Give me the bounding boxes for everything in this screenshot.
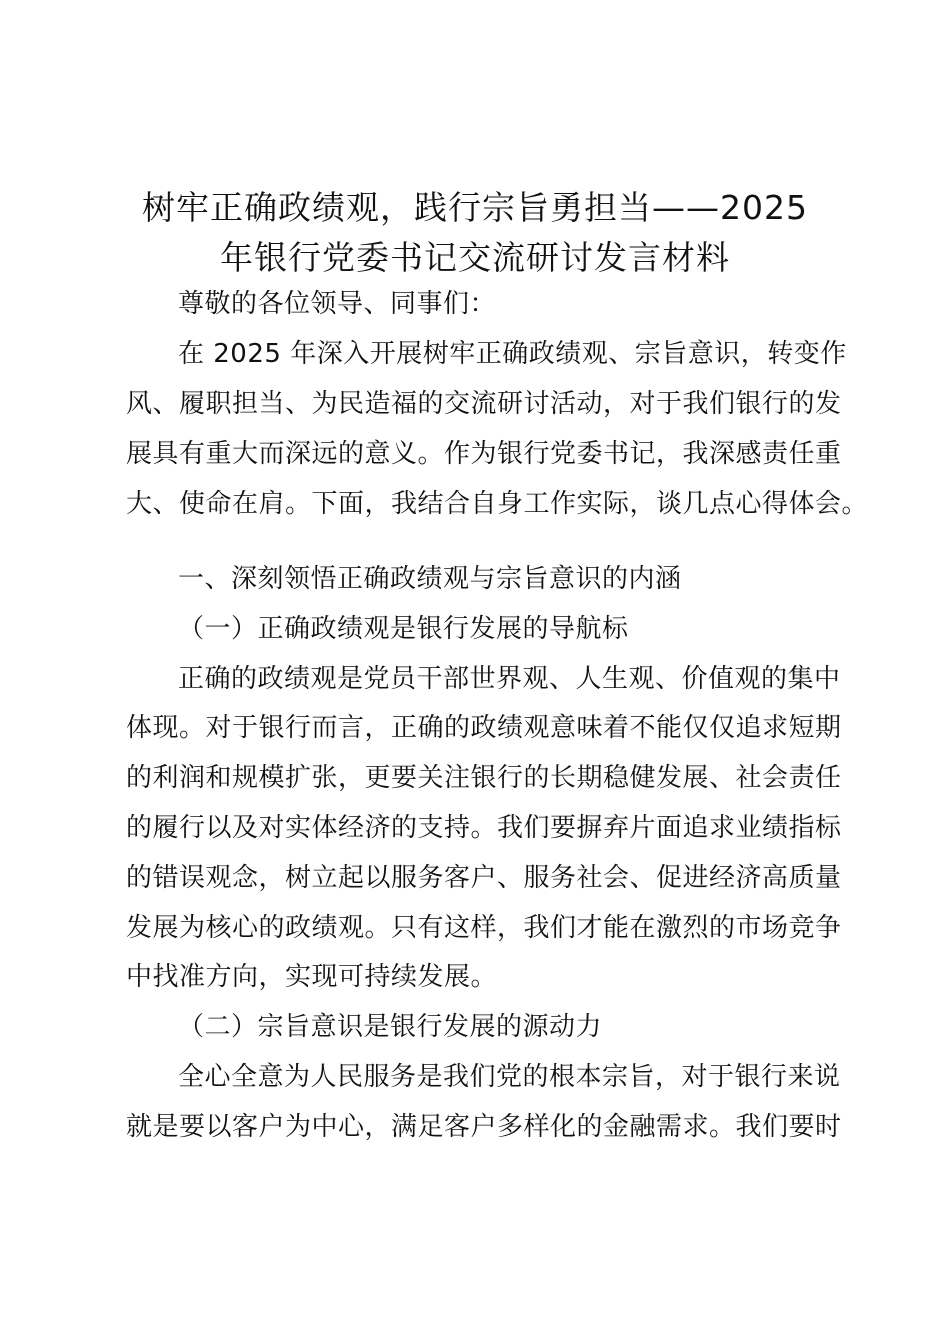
title-line-1: 树牢正确政绩观，践行宗旨勇担当——2025 [142,188,808,227]
intro-line-1: 在 2025 年深入开展树牢正确政绩观、宗旨意识，转变作 [178,339,847,369]
subsection-1-line-5: 的错误观念，树立起以服务客户、服务社会、促进经济高质量 [126,863,842,893]
subsection-1-line-2: 体现。对于银行而言，正确的政绩观意味着不能仅仅追求短期 [126,713,842,743]
intro-line-4: 大、使命在肩。下面，我结合自身工作实际，谈几点心得体会。 [126,489,869,519]
section-1-heading: 一、深刻领悟正确政绩观与宗旨意识的内涵 [178,564,682,594]
subsection-1-line-3: 的利润和规模扩张，更要关注银行的长期稳健发展、社会责任 [126,763,842,793]
subsection-1-line-1: 正确的政绩观是党员干部世界观、人生观、价值观的集中 [178,664,841,694]
subsection-1-line-7: 中找准方向，实现可持续发展。 [126,962,498,992]
subsection-1-heading: （一）正确政绩观是银行发展的导航标 [178,614,629,644]
subsection-2-heading: （二）宗旨意识是银行发展的源动力 [178,1012,603,1042]
subsection-2-line-1: 全心全意为人民服务是我们党的根本宗旨，对于银行来说 [178,1062,841,1092]
intro-line-2: 风、履职担当、为民造福的交流研讨活动，对于我们银行的发 [126,389,842,419]
salutation: 尊敬的各位领导、同事们： [178,289,497,319]
document-title [120,183,830,283]
intro-line-3: 展具有重大而深远的意义。作为银行党委书记，我深感责任重 [126,439,842,469]
title-line-2: 年银行党委书记交流研讨发言材料 [220,238,730,277]
subsection-2-line-2: 就是要以客户为中心，满足客户多样化的金融需求。我们要时 [126,1112,842,1142]
subsection-1-line-6: 发展为核心的政绩观。只有这样，我们才能在激烈的市场竞争 [126,913,842,943]
subsection-1-line-4: 的履行以及对实体经济的支持。我们要摒弃片面追求业绩指标 [126,813,842,843]
